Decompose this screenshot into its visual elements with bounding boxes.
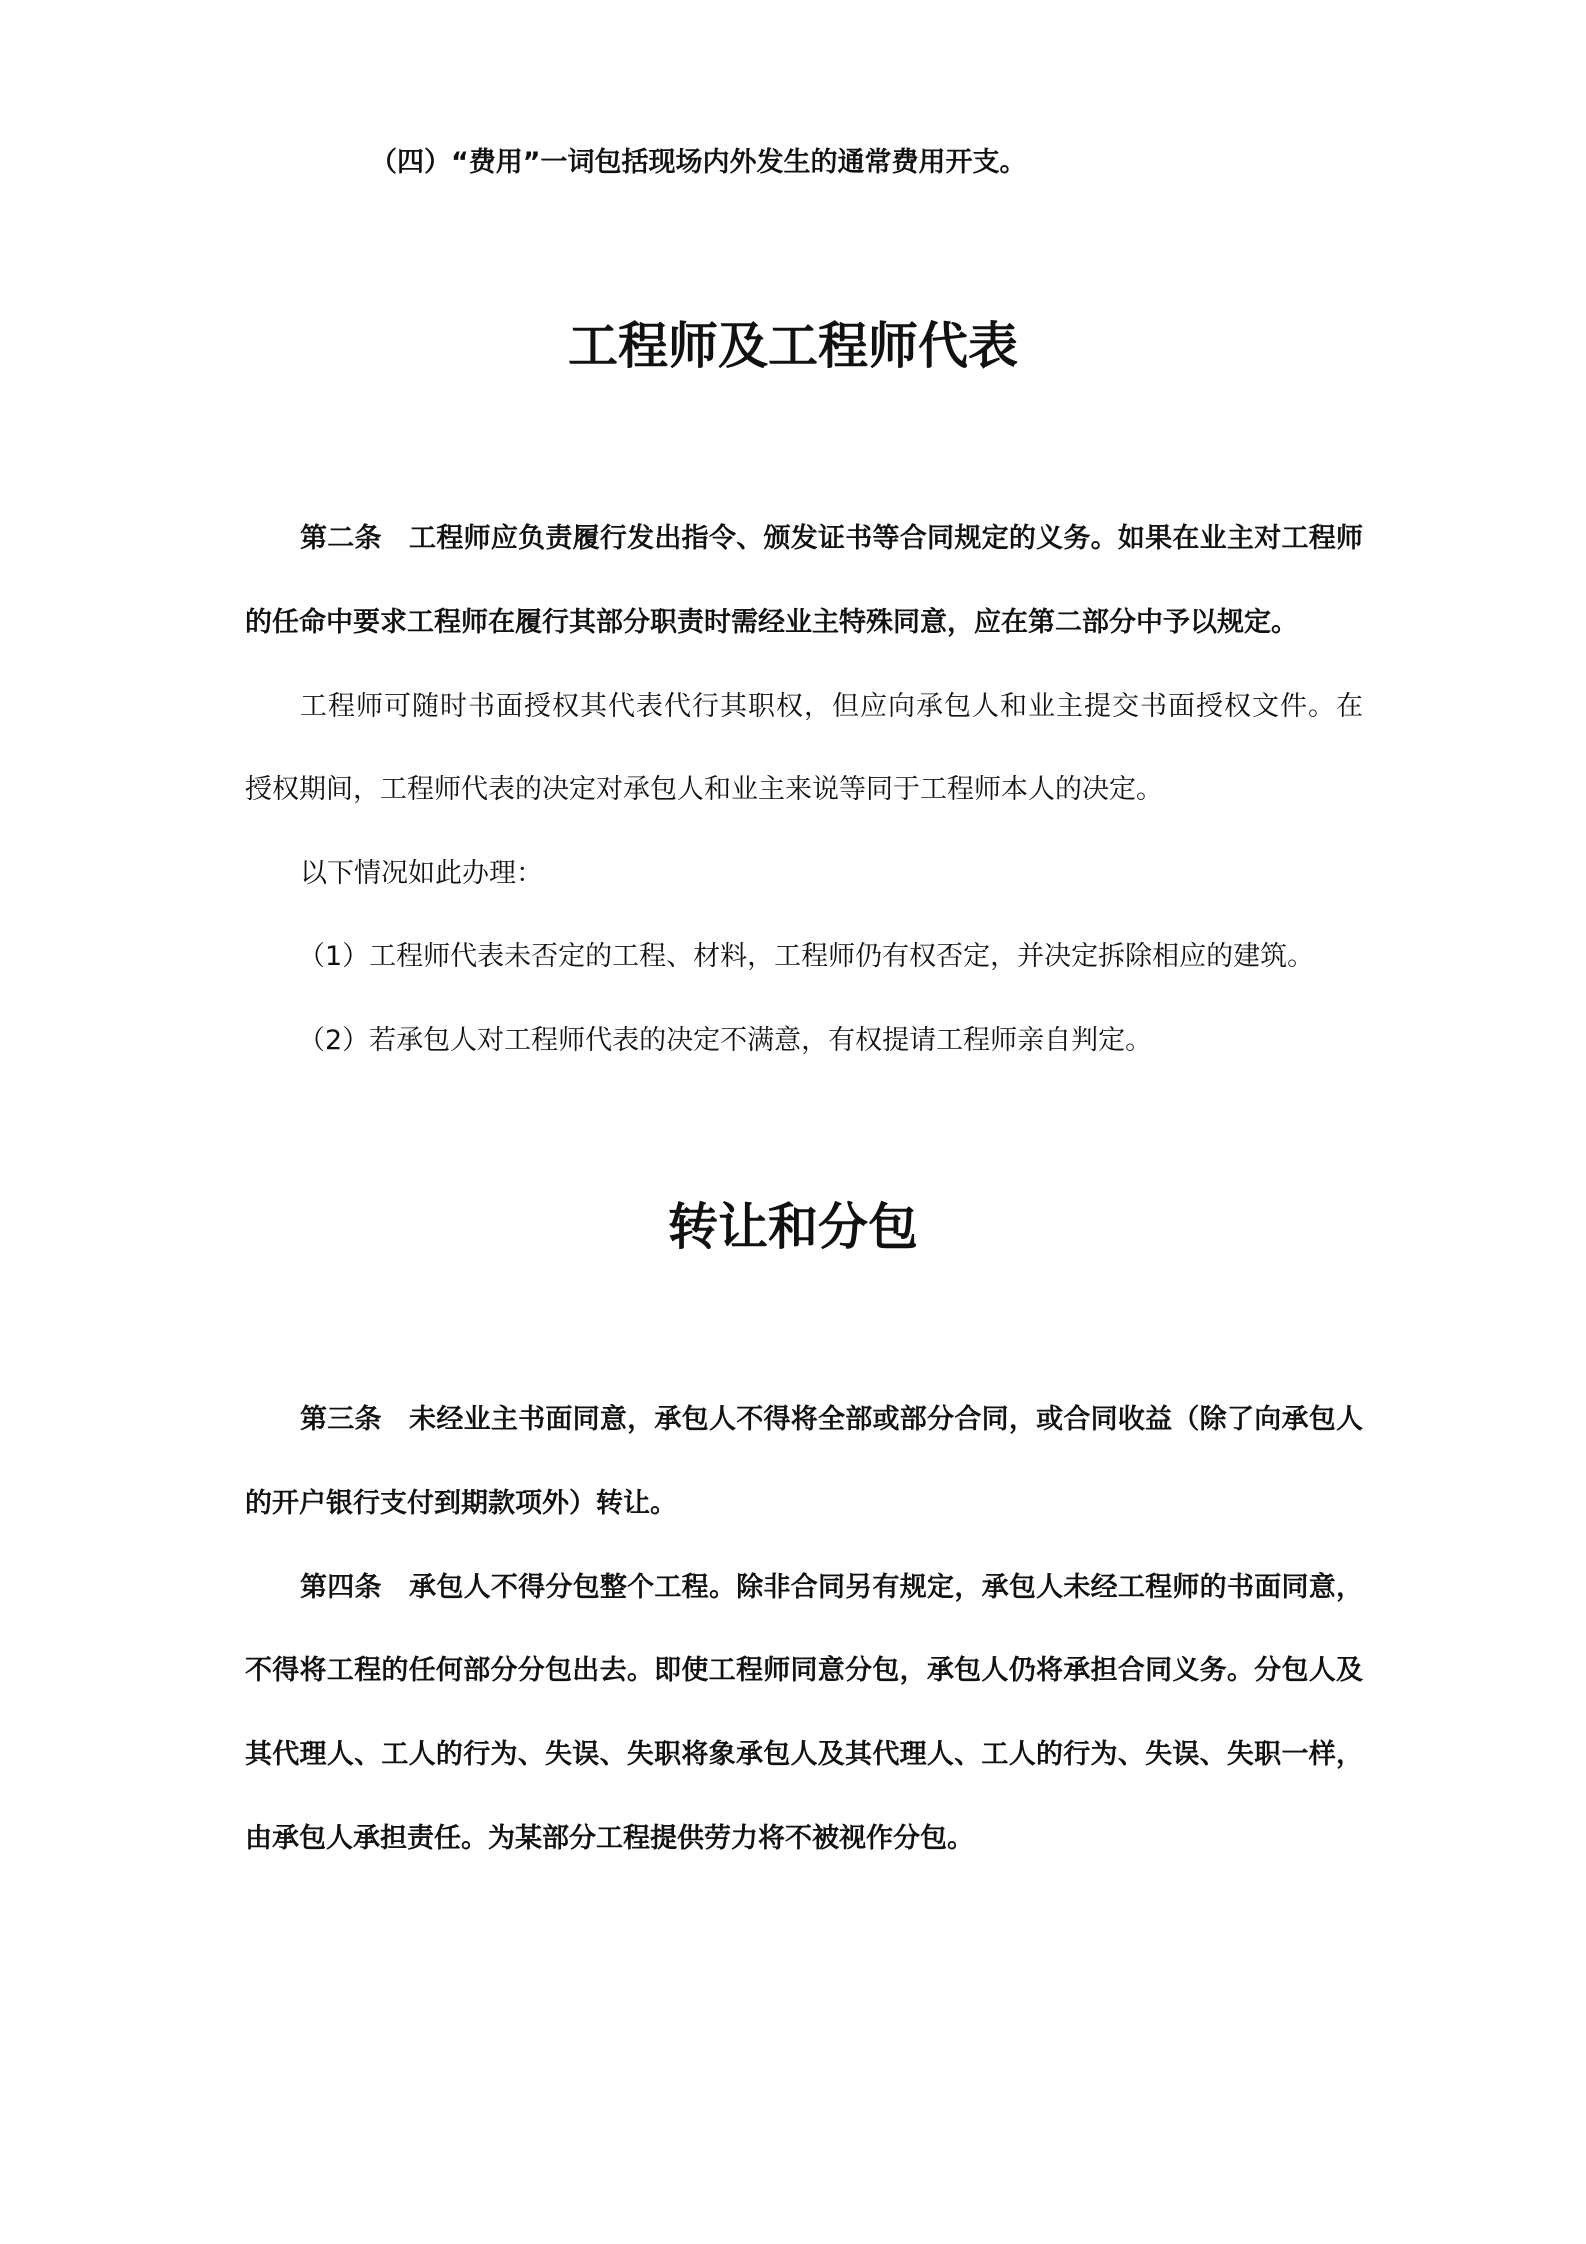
article-4-line-2: 不得将工程的任何部分分包出去。即使工程师同意分包，承包人仍将承担合同义务。分包人及 — [245, 1655, 1363, 1686]
section-heading-assignment: 转让和分包 — [668, 1198, 918, 1256]
article-4-line-1: 第四条 承包人不得分包整个工程。除非合同另有规定，承包人未经工程师的书面同意， — [300, 1572, 1363, 1603]
article-3-line-2: 的开户银行支付到期款项外）转让。 — [245, 1488, 677, 1519]
section-heading-engineer: 工程师及工程师代表 — [568, 317, 1018, 375]
article-2-line-1: 第二条 工程师应负责履行发出指令、颁发证书等合同规定的义务。如果在业主对工程师 — [300, 523, 1363, 554]
article-2-line-2: 的任命中要求工程师在履行其部分职责时需经业主特殊同意，应在第二部分中予以规定。 — [245, 607, 1298, 638]
list-item-1: （1）工程师代表未否定的工程、材料，工程师仍有权否定，并决定拆除相应的建筑。 — [298, 941, 1315, 972]
list-item-2: （2）若承包人对工程师代表的决定不满意，有权提请工程师亲自判定。 — [298, 1025, 1153, 1056]
article-4-line-3: 其代理人、工人的行为、失误、失职将象承包人及其代理人、工人的行为、失误、失职一样， — [245, 1739, 1363, 1770]
intro-paragraph: （四）“费用”一词包括现场内外发生的通常费用开支。 — [370, 147, 1027, 178]
paragraph-line: 授权期间，工程师代表的决定对承包人和业主来说等同于工程师本人的决定。 — [245, 774, 1163, 805]
article-3-line-1: 第三条 未经业主书面同意，承包人不得将全部或部分合同，或合同收益（除了向承包人 — [300, 1404, 1363, 1435]
article-4-line-4: 由承包人承担责任。为某部分工程提供劳力将不被视作分包。 — [245, 1823, 974, 1854]
paragraph-line: 工程师可随时书面授权其代表代行其职权，但应向承包人和业主提交书面授权文件。在 — [300, 691, 1363, 722]
paragraph-line: 以下情况如此办理： — [300, 858, 543, 889]
